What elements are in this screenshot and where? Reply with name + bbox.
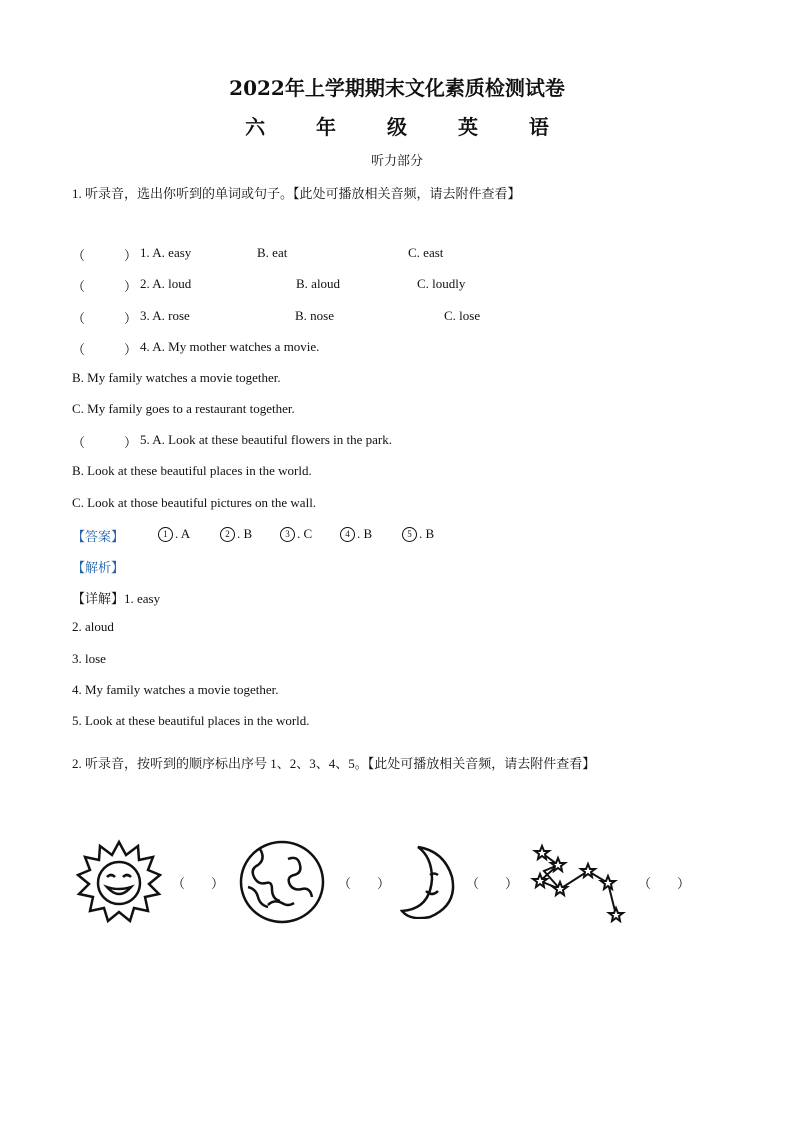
- page-subtitle: 六 年 级 英 语: [245, 115, 571, 139]
- answer-item: 4 . B: [340, 526, 372, 542]
- detail-label: 【详解】: [72, 591, 125, 606]
- answer-item: 2 . B: [220, 526, 252, 542]
- option-b: B. eat: [257, 245, 288, 260]
- order-blank[interactable]: （ ）: [338, 876, 391, 891]
- option-a: 3. A. rose: [140, 308, 190, 323]
- sun-icon: [76, 839, 162, 925]
- order-blank[interactable]: （ ）: [172, 876, 225, 891]
- earth-icon: [238, 839, 326, 925]
- option-b: B. aloud: [296, 276, 341, 291]
- answer-label: 【答案】: [72, 529, 125, 544]
- q1-item-3: [72, 308, 481, 327]
- answer-paren[interactable]: （ ）: [72, 311, 138, 326]
- analysis-label: 【解析】: [72, 560, 125, 575]
- option-b: B. nose: [295, 308, 334, 323]
- answer-item: 3 . C: [280, 526, 312, 542]
- detail-text: 1. easy: [124, 591, 161, 606]
- moon-icon: [400, 845, 460, 919]
- option-b: B. Look at these beautiful places in the world.: [72, 463, 312, 478]
- detail-text: 5. Look at these beautiful places in the world.: [72, 713, 310, 728]
- option-c: C. My family goes to a restaurant together.: [72, 401, 295, 416]
- order-blank[interactable]: （ ）: [638, 876, 691, 891]
- option-c: C. lose: [444, 308, 481, 323]
- detail-text: 2. aloud: [72, 619, 114, 634]
- option-a: 4. A. My mother watches a movie.: [140, 339, 320, 354]
- q1-item-4: [72, 339, 320, 358]
- option-a: 5. A. Look at these beautiful flowers in the park.: [140, 432, 392, 447]
- detail-text: 4. My family watches a movie together.: [72, 682, 279, 697]
- answer-paren[interactable]: （ ）: [72, 435, 138, 450]
- q2-picture-row: [72, 835, 722, 925]
- constellation-icon: [528, 843, 628, 923]
- q1-item-2: [72, 276, 466, 295]
- option-a: 2. A. loud: [140, 276, 192, 291]
- option-a: 1. A. easy: [140, 245, 192, 260]
- q1-prompt: 1. 听录音，选出你听到的单词或句子。【此处可播放相关音频，请去附件查看】: [72, 186, 521, 201]
- option-c: C. loudly: [417, 276, 466, 291]
- order-blank[interactable]: （ ）: [466, 876, 519, 891]
- option-c: C. Look at those beautiful pictures on the wall.: [72, 495, 317, 510]
- answer-item: 1 . A: [158, 526, 190, 542]
- answer-paren[interactable]: （ ）: [72, 279, 138, 294]
- q2-prompt: 2. 听录音，按听到的顺序标出序号 1、2、3、4、5。【此处可播放相关音频，请去附件查看】: [72, 756, 596, 771]
- q1-item-1: [72, 245, 444, 264]
- answer-row: [72, 526, 435, 545]
- section-heading: 听力部分: [370, 154, 423, 169]
- detail-row: [72, 588, 160, 607]
- detail-text: 3. lose: [72, 651, 106, 666]
- answer-paren[interactable]: （ ）: [72, 248, 138, 263]
- answer-paren[interactable]: （ ）: [72, 342, 138, 357]
- answer-item: 5 . B: [402, 526, 434, 542]
- option-c: C. east: [408, 245, 444, 260]
- q1-item-5: [72, 432, 392, 451]
- page-title: 2022年上学期期末文化素质检测试卷: [229, 76, 565, 100]
- option-b: B. My family watches a movie together.: [72, 370, 281, 385]
